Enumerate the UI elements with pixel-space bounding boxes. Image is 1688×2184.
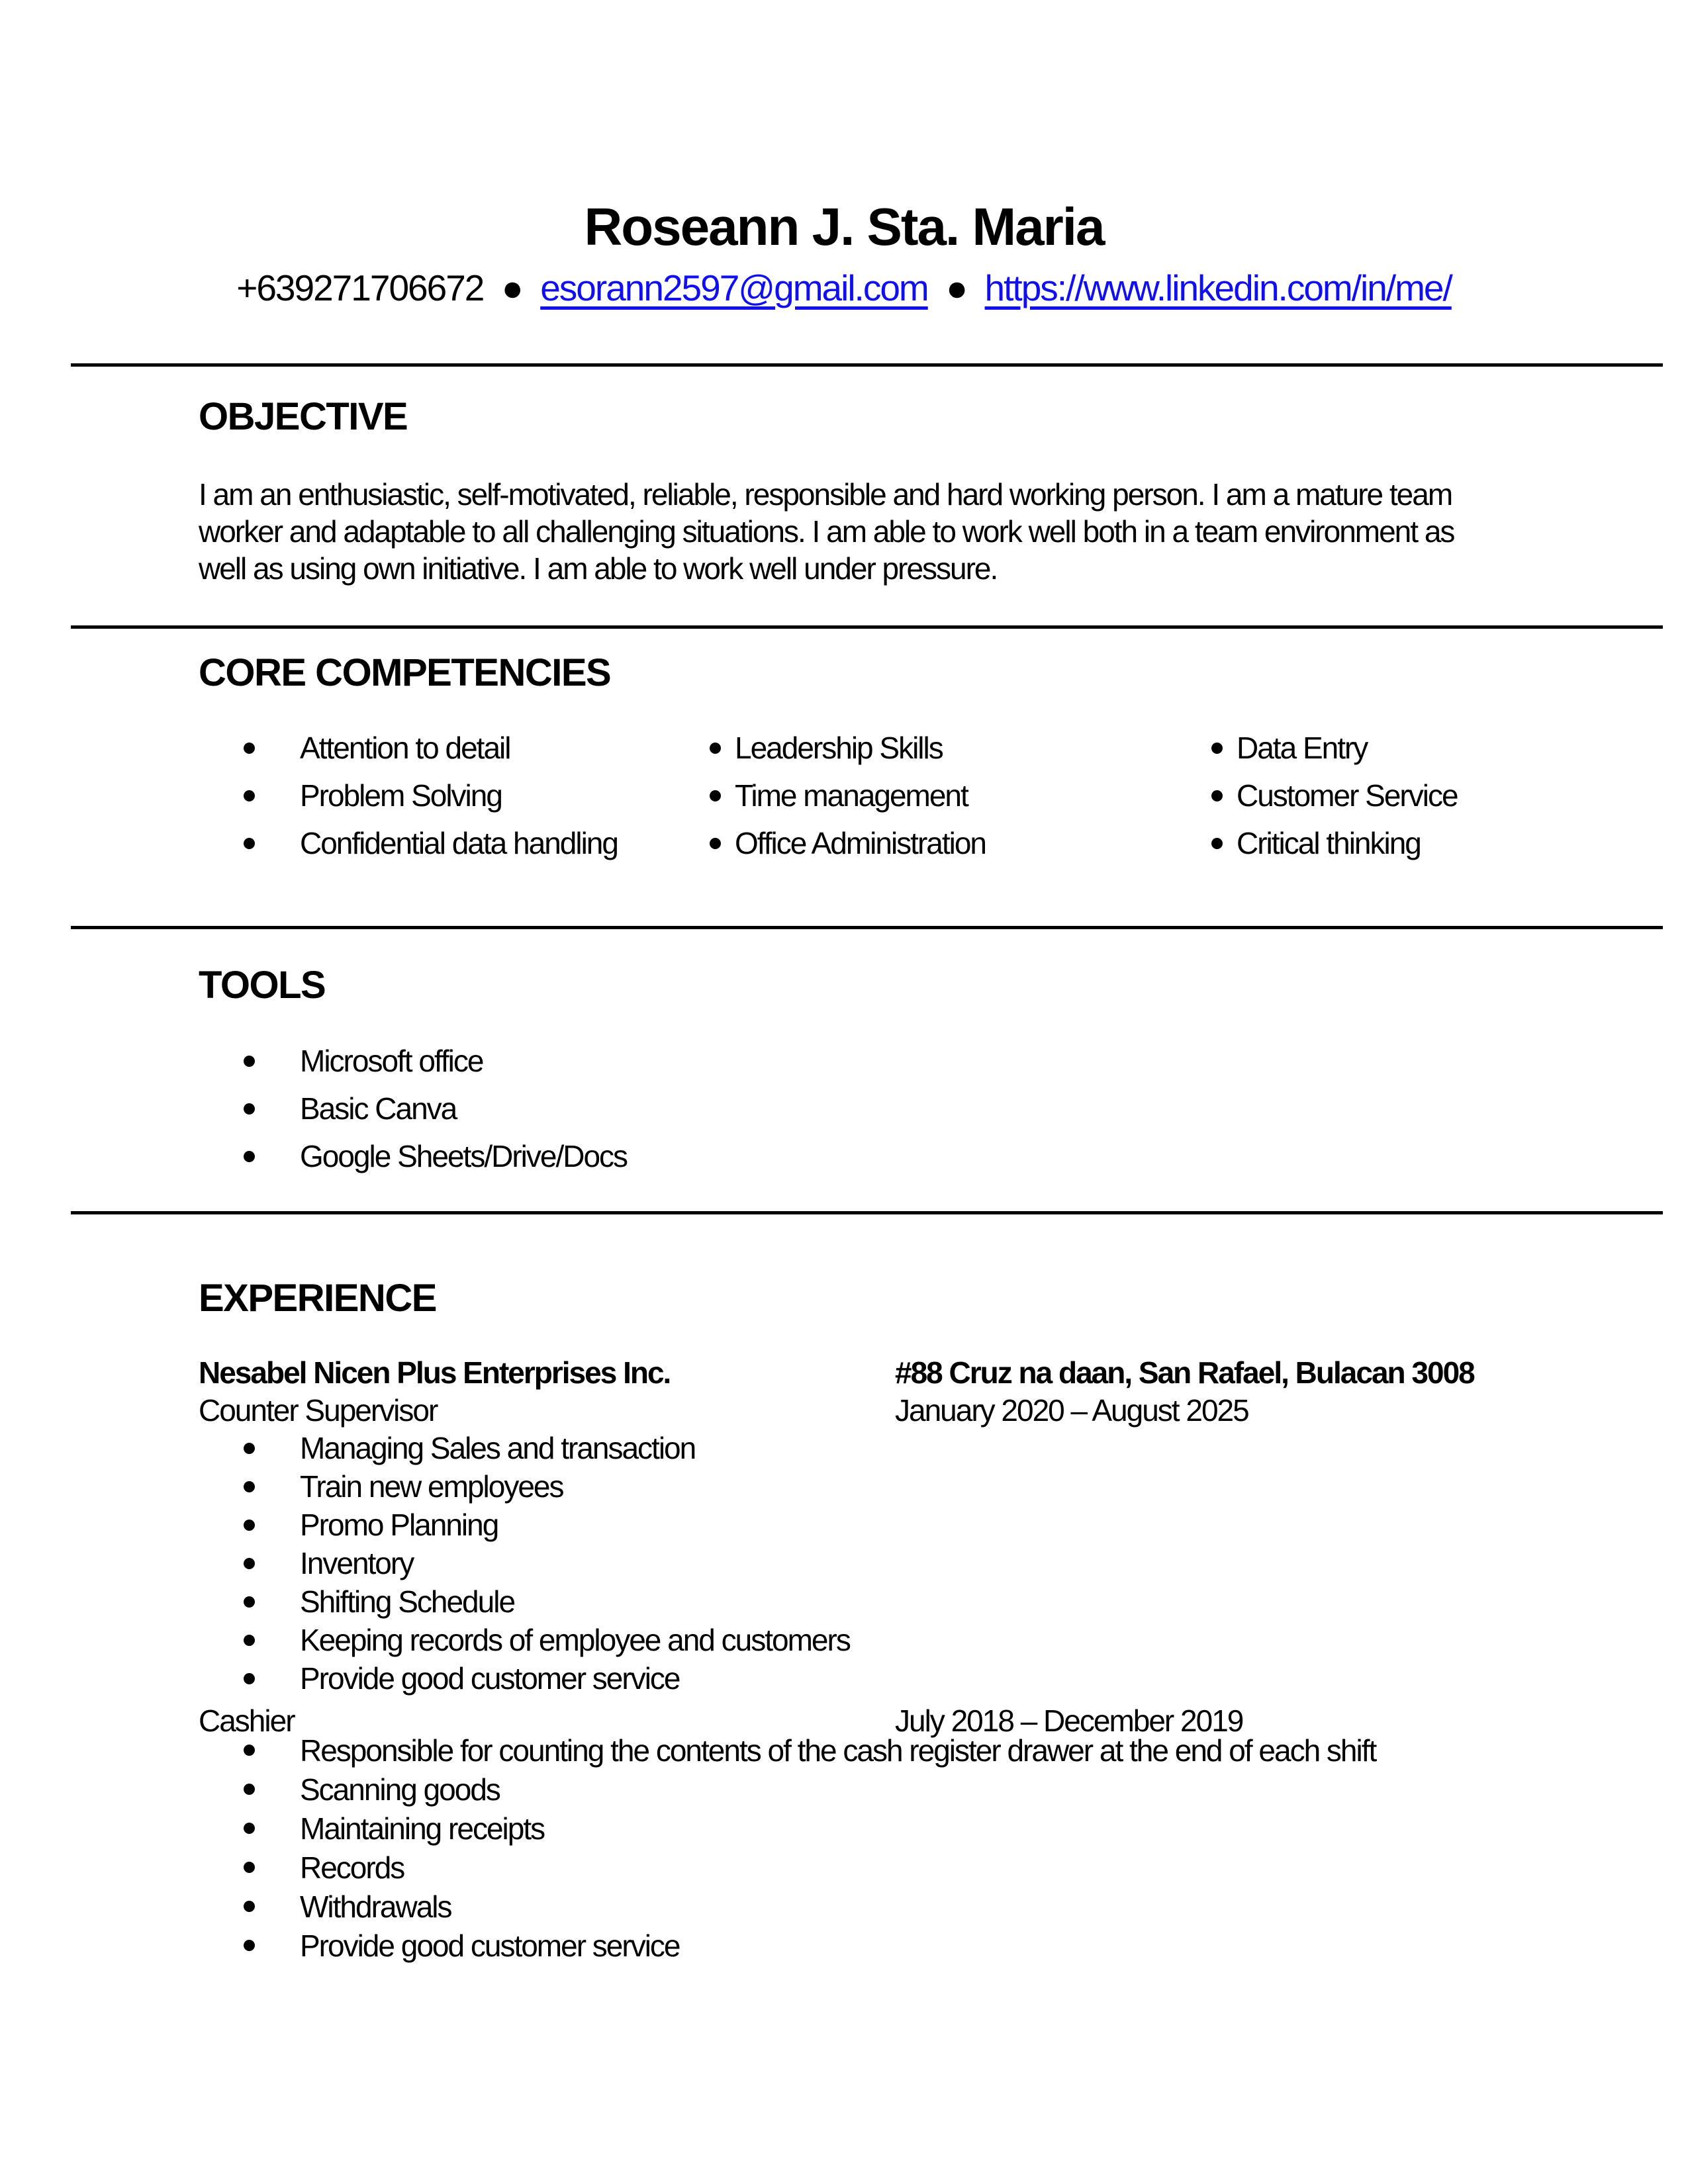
list-item bbox=[244, 1848, 1376, 1887]
bullet-icon bbox=[710, 790, 721, 801]
duty-label: Train new employees bbox=[300, 1469, 563, 1504]
section-heading-tools: TOOLS bbox=[199, 964, 326, 1007]
bullet-separator-icon: ● bbox=[501, 267, 522, 308]
list-item bbox=[244, 1809, 1376, 1848]
competency-column bbox=[710, 724, 986, 867]
list-item bbox=[710, 724, 986, 772]
list-item bbox=[244, 1770, 1376, 1809]
list-item bbox=[244, 1085, 627, 1132]
bullet-icon bbox=[1211, 790, 1223, 801]
bullet-icon bbox=[244, 1056, 255, 1067]
section-heading-objective: OBJECTIVE bbox=[199, 395, 408, 438]
list-item bbox=[1211, 819, 1458, 867]
duty-label: Responsible for counting the contents of the cash register drawer at the end of each shift bbox=[300, 1733, 1376, 1768]
list-item bbox=[244, 724, 618, 772]
tool-label: Google Sheets/Drive/Docs bbox=[300, 1139, 628, 1173]
duty-label: Managing Sales and transaction bbox=[300, 1431, 696, 1465]
list-item bbox=[244, 819, 618, 867]
bullet-separator-icon: ● bbox=[946, 267, 967, 308]
linkedin-link[interactable]: https://www.linkedin.com/in/me/ bbox=[984, 267, 1452, 308]
bullet-icon bbox=[244, 1784, 255, 1795]
competency-column bbox=[244, 724, 618, 867]
list-item bbox=[244, 1582, 850, 1621]
section-divider bbox=[71, 1211, 1663, 1214]
list-item bbox=[244, 1621, 850, 1659]
competency-label: Confidential data handling bbox=[300, 826, 618, 860]
bullet-icon bbox=[244, 1151, 255, 1162]
bullet-icon bbox=[244, 790, 255, 801]
competency-label: Office Administration bbox=[735, 826, 986, 860]
competency-label: Critical thinking bbox=[1237, 826, 1421, 860]
duty-label: Provide good customer service bbox=[300, 1661, 680, 1696]
tool-label: Microsoft office bbox=[300, 1044, 483, 1078]
list-item bbox=[244, 1544, 850, 1582]
tools-list bbox=[244, 1037, 627, 1180]
company-name: Nesabel Nicen Plus Enterprises Inc. bbox=[199, 1355, 671, 1390]
bullet-icon bbox=[244, 743, 255, 754]
page-title: Roseann J. Sta. Maria bbox=[584, 197, 1104, 256]
tool-label: Basic Canva bbox=[300, 1091, 457, 1126]
competency-label: Attention to detail bbox=[300, 731, 510, 765]
competency-column bbox=[1211, 724, 1458, 867]
section-divider bbox=[71, 625, 1663, 629]
bullet-icon bbox=[244, 1745, 255, 1756]
role-title: Counter Supervisor bbox=[199, 1393, 438, 1428]
competency-label: Data Entry bbox=[1237, 731, 1368, 765]
duty-label: Promo Planning bbox=[300, 1508, 498, 1542]
objective-line: I am an enthusiastic, self-motivated, reliable, responsible and hard working person. I am a mature team bbox=[199, 477, 1452, 512]
role-duties-list bbox=[244, 1429, 850, 1698]
bullet-icon bbox=[244, 1558, 255, 1569]
list-item bbox=[1211, 724, 1458, 772]
bullet-icon bbox=[244, 1901, 255, 1912]
section-heading-core-competencies: CORE COMPETENCIES bbox=[199, 651, 611, 694]
role-dates: July 2018 – December 2019 bbox=[895, 1704, 1243, 1738]
bullet-icon bbox=[244, 1596, 255, 1608]
company-address: #88 Cruz na daan, San Rafael, Bulacan 3008 bbox=[895, 1355, 1474, 1390]
contact-line bbox=[0, 267, 1688, 309]
bullet-icon bbox=[1211, 838, 1223, 849]
list-item bbox=[244, 772, 618, 819]
list-item bbox=[244, 1887, 1376, 1926]
list-item bbox=[710, 819, 986, 867]
role-duties-list bbox=[244, 1731, 1376, 1965]
bullet-icon bbox=[244, 1103, 255, 1115]
bullet-icon bbox=[710, 743, 721, 754]
objective-paragraph bbox=[199, 476, 1454, 587]
bullet-icon bbox=[1211, 743, 1223, 754]
role-title: Cashier bbox=[199, 1704, 295, 1738]
list-item bbox=[1211, 772, 1458, 819]
bullet-icon bbox=[710, 838, 721, 849]
duty-label: Maintaining receipts bbox=[300, 1811, 545, 1846]
competency-label: Customer Service bbox=[1237, 778, 1458, 813]
list-item bbox=[244, 1132, 627, 1180]
list-item bbox=[244, 1429, 850, 1467]
list-item bbox=[244, 1506, 850, 1544]
list-item bbox=[244, 1467, 850, 1506]
duty-label: Provide good customer service bbox=[300, 1928, 680, 1963]
role-dates: January 2020 – August 2025 bbox=[895, 1393, 1248, 1428]
bullet-icon bbox=[244, 1823, 255, 1834]
list-item bbox=[244, 1037, 627, 1085]
employer-row bbox=[199, 1354, 1664, 1391]
duty-label: Keeping records of employee and customers bbox=[300, 1623, 850, 1657]
bullet-icon bbox=[244, 1481, 255, 1492]
section-divider bbox=[71, 363, 1663, 367]
duty-label: Records bbox=[300, 1850, 404, 1885]
objective-line: worker and adaptable to all challenging situations. I am able to work well both in a team environment as bbox=[199, 514, 1454, 549]
bullet-icon bbox=[244, 1940, 255, 1951]
competency-label: Time management bbox=[735, 778, 968, 813]
competency-label: Problem Solving bbox=[300, 778, 502, 813]
bullet-icon bbox=[244, 838, 255, 849]
competency-label: Leadership Skills bbox=[735, 731, 943, 765]
bullet-icon bbox=[244, 1673, 255, 1684]
duty-label: Scanning goods bbox=[300, 1772, 500, 1807]
bullet-icon bbox=[244, 1443, 255, 1454]
bullet-icon bbox=[244, 1862, 255, 1873]
section-heading-experience: EXPERIENCE bbox=[199, 1277, 436, 1320]
objective-line: well as using own initiative. I am able to work well under pressure. bbox=[199, 551, 998, 586]
email-link[interactable]: esorann2597@gmail.com bbox=[540, 267, 928, 308]
duty-label: Withdrawals bbox=[300, 1889, 451, 1924]
role-row bbox=[199, 1392, 1664, 1429]
list-item bbox=[710, 772, 986, 819]
duty-label: Inventory bbox=[300, 1546, 414, 1580]
bullet-icon bbox=[244, 1635, 255, 1646]
list-item bbox=[244, 1731, 1376, 1770]
list-item bbox=[244, 1926, 1376, 1965]
section-divider bbox=[71, 926, 1663, 929]
duty-label: Shifting Schedule bbox=[300, 1584, 515, 1619]
phone-number: +639271706672 bbox=[236, 267, 484, 308]
list-item bbox=[244, 1659, 850, 1698]
bullet-icon bbox=[244, 1520, 255, 1531]
